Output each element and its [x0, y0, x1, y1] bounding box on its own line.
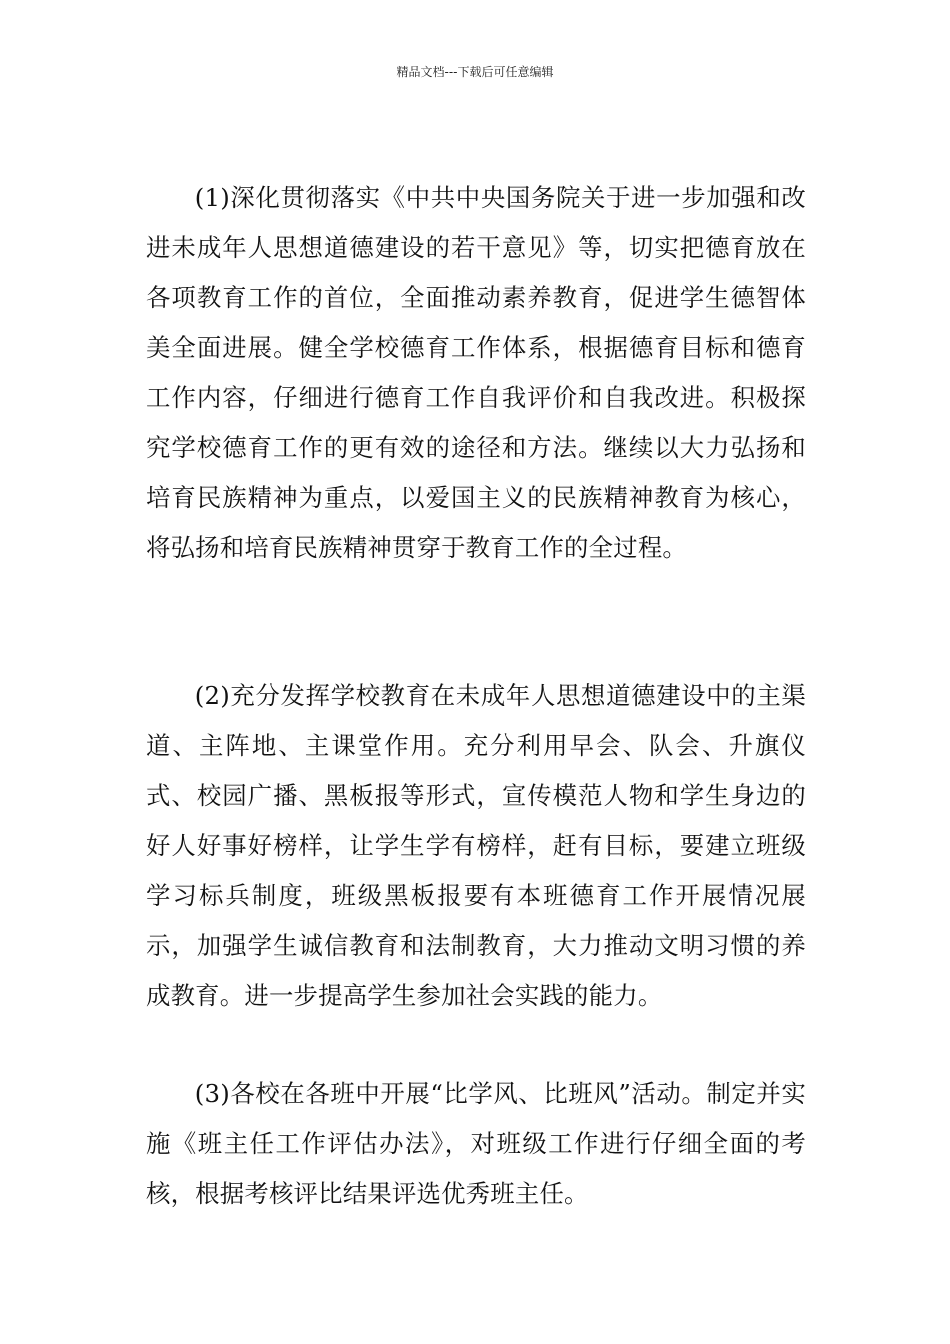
paragraph-text: (3)各校在各班中开展“比学风、比班风”活动。制定并实施《班主任工作评估办法》，对班级工作进行仔细全面的考核，根据考核评比结果评选优秀班主任。 [146, 1079, 806, 1208]
paragraph-text: (1)深化贯彻落实《中共中央国务院关于进一步加强和改进未成年人思想道德建设的若干意见》等，切实把德育放在各项教育工作的首位，全面推动素养教育，促进学生德智体美全面进展。健全学校德育工作体系，根据德育目标和德育工作内容，仔细进行德育工作自我评价和自我改进。积极探究学校德育工作的更有效的途径和方法。继续以大力弘扬和培育民族精神为重点，以爱国主义的民族精神教育为核心，将弘扬和培育民族精神贯穿于教育工作的全过程。 [146, 183, 806, 562]
paragraph-1 [146, 173, 806, 573]
paragraph-text: (2)充分发挥学校教育在未成年人思想道德建设中的主渠道、主阵地、主课堂作用。充分利用早会、队会、升旗仪式、校园广播、黑板报等形式，宣传模范人物和学生身边的好人好事好榜样，让学生学有榜样，赶有目标，要建立班级学习标兵制度，班级黑板报要有本班德育工作开展情况展示，加强学生诚信教育和法制教育，大力推动文明习惯的养成教育。进一步提高学生参加社会实践的能力。 [146, 681, 806, 1010]
page-header: 精品文档---下载后可任意编辑 [396, 65, 554, 79]
paragraph-2 [146, 671, 806, 1021]
paragraph-3 [146, 1069, 806, 1219]
